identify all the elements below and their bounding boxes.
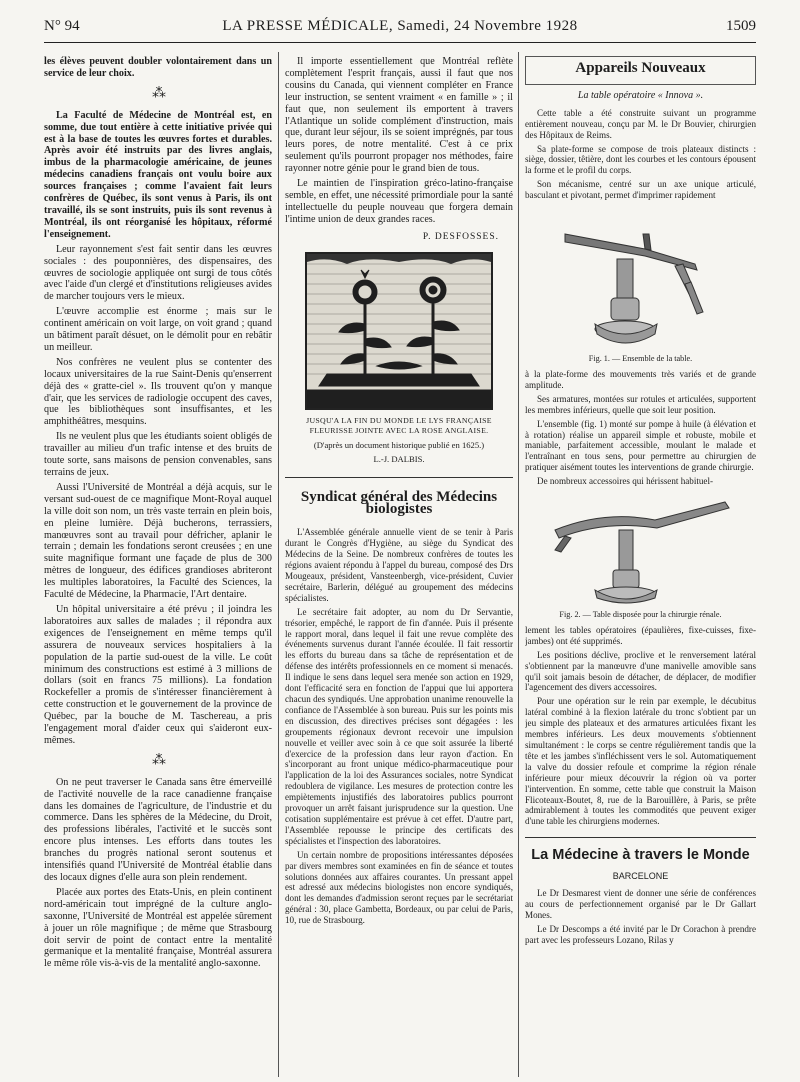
- issue-number: N° 94: [44, 18, 80, 34]
- paragraph: Un certain nombre de propositions intéressantes déposées par divers membres sont examinées en fin de séance et toutes solutions données aux affaires courantes. Un pressant appel est adressé aux médecins biologistes non encore syndiqués, dont les demandes d'admission seront reçues par le secrétariat général : 30, place Gambetta, Bordeaux, ou par celui de Paris, 10, rue de Strasbourg.: [285, 849, 513, 926]
- article-rubric: La table opératoire « Innova ».: [577, 89, 704, 101]
- paragraph: Il importe essentiellement que Montréal reflète complètement l'esprit français, aussi il faut que nos cousins du Canada, qui viennent compléter en France leur instruction, se sentent vraiment « en famille » ; il faut que, non seulement ils emportent à travers l'Atlantique un solide complément d'instruction, mais que, durant leur séjour, ils se soient imprégnés, par tous leurs pores, de notre mentalité. C'est à ce prix seulement qu'ils pourront propager nos méthodes, faire rayonner notre génie pour le grand bien de tous.: [285, 56, 513, 175]
- section-separator-stars: ⁂: [152, 752, 164, 768]
- lily-rose-engraving: [307, 254, 491, 408]
- page-header: [44, 18, 756, 40]
- section-title-appareils: Appareils Nouveaux: [575, 60, 706, 76]
- paragraph: Leur rayonnement s'est fait sentir dans les œuvres sociales : des pouponnières, des dispensaires, des œuvres de sociologie appliquée ont surgi de tous côtés avec l'aide d'un clergé et d'institutions religieuses avides de marcher toujours vers le mieux.: [44, 243, 272, 303]
- paragraph: L'ensemble (fig. 1) monté sur pompe à huile (à élévation et à rotation) réalise un appareil simple et robuste, mobile et maniable, parfaitement accessible, moulant le malade et l'entraînant en tous sens, pour permettre au chirurgien de pratiquer aisément toutes les interventions de grande chirurgie.: [525, 418, 756, 473]
- paragraph: Sa plate-forme se compose de trois plateaux distincts : siège, dossier, têtière, dont les courbes et les contours épousent la forme et le profil du corps.: [525, 143, 756, 176]
- paragraph: Nos confrères ne veulent plus se contenter des locaux universitaires de la rue Saint-Denis qu'enserrent déjà des « gratte-ciel ». Ils trouvent qu'on y manque d'air, que les services de radiologie occupent des caves, que les bibliothèques sont insuffisantes, et les amphithéâtres, mesquins.: [44, 356, 272, 428]
- paragraph: Le Dr Desmarest vient de donner une série de conférences au cours de perfectionnement organisé par le Dr Gallart Mones.: [525, 888, 756, 920]
- column-3: [525, 56, 756, 1076]
- header-rule: [44, 42, 756, 43]
- section-title-syndicat: Syndicat général des Médecins biologistes: [300, 488, 498, 517]
- figure-source: (D'après un document historique publié en 1625.): [313, 439, 485, 450]
- figure-caption: JUSQU'A LA FIN DU MONDE LE LYS FRANÇAISE FLEURISSE JOINTE AVEC LA ROSE ANGLAISE.: [306, 415, 492, 435]
- paragraph: De nombreux accessoires qui hérissent habituel-: [537, 476, 714, 487]
- column-1: [44, 56, 272, 1076]
- column-divider-1: [278, 52, 279, 1077]
- paragraph: Pour une opération sur le rein par exemple, le décubitus latéral combiné à la flexion latérale du tronc s'obtient par un jeu simple des plateaux et des armatures articulées fixant les membres inférieurs. Les deux mouvements s'obtiennent simultanément : le corps se centre régulièrement tandis que la tête et les jambes s'infléchissent vers le sol. Automatiquement la valve du dossier refoule et comprime la région rénale inférieure pour mieux découvrir la région où va porter l'intervention. En somme, cette table que construit la Maison Flicoteaux-Boutet, 8, rue de la Barouillère, à Paris, se prête admirablement à toutes les commodités que peuvent exiger d'une table les chirurgiens modernes.: [525, 696, 756, 827]
- paragraph: à la plate-forme des mouvements très variés et de grande amplitude.: [525, 368, 756, 390]
- operating-table-illustration: [525, 204, 756, 352]
- figure-caption: Fig. 2. — Table disposée pour la chirurgie rénale.: [559, 610, 722, 620]
- author-signature: P. DESFOSSES.: [422, 231, 499, 242]
- city-heading: BARCELONE: [612, 871, 669, 882]
- paragraph: Ils ne veulent plus que les étudiants soient obligés de travailler au milieu d'un trafic intense et des bruits de toute sorte, sans maisons de pension convenables, sans terrains de jeux.: [44, 431, 272, 478]
- paragraph: Aussi l'Université de Montréal a déjà acquis, sur le versant sud-ouest de ce magnifique Mont-Royal auquel la ville doit son nom, un très vaste terrain en plein bois, en pleine lumière. Déjà bucherons, terrassiers, manœuvres sont au travail pour défricher, aplanir le terrain ; demain les fondations seront creusées ; en une suite magnifique formant une façade de plus de 300 mètres de longueur, des édifices grandioses abriteront les multiples laboratoires, la Faculté des Sciences, la Faculté de Médecine, la Pharmacie, l'Art dentaire.: [44, 481, 272, 601]
- appareils-nouveaux-box: [525, 56, 756, 85]
- intro-text: les élèves peuvent doubler volontairement dans un service de leur choix.: [44, 56, 272, 79]
- operating-table-figure-1: [525, 204, 756, 352]
- operating-table-figure-2: [525, 490, 756, 608]
- paragraph: Ses armatures, montées sur rotules et articulées, supportent les membres inférieurs, quelle que soit leur position.: [525, 393, 756, 415]
- paragraph: Le Dr Descomps a été invité par le Dr Corachon à prendre part avec les professeurs Lozano, Rilas y: [525, 923, 756, 945]
- section-rule: [285, 477, 513, 478]
- paragraph: Le maintien de l'inspiration gréco-latino-française semble, en effet, une nécessité primordiale pour la santé intellectuelle du peuple nouveau que forgera demain l'intime union de deux grandes races.: [285, 178, 513, 225]
- paragraph: Un hôpital universitaire a été prévu ; il joindra les laboratoires aux salles de malades ; il répondra aux exigences de l'enseignement en même temps qu'il assurera de nouveaux services hospitaliers à la population de la partie sud-ouest de la ville. Le coût minimum des constructions est estimé à 3 millions de dollars (soit en francs 75 millions). La fondation Rockefeller a promis de s'intéresser financièrement à cette construction et le gouvernement de la province de Québec, par la bouche de M. Taschereau, a pris l'engagement moral d'aider ceux qui s'aideront eux-mêmes.: [44, 603, 272, 746]
- figure-credit: L.-J. DALBIS.: [373, 454, 425, 465]
- paragraph: lement les tables opératoires (épaulières, fixe-cuisses, fixe-jambes) ont été supprimés.: [525, 624, 756, 646]
- journal-title: LA PRESSE MÉDICALE, Samedi, 24 Novembre 1928: [222, 18, 578, 34]
- column-divider-2: [518, 52, 519, 1077]
- page-number: 1509: [726, 18, 756, 34]
- section-title-medecine-monde: La Médecine à travers le Monde: [531, 847, 750, 864]
- paragraph: L'Assemblée générale annuelle vient de se tenir à Paris durant le Congrès d'Hygiène, au siège du Syndicat des Médecins de la Seine. De nombreux confrères de toutes les régions avaient répondu à l'appel du bureau, composé des Drs Mougeaux, président, Vansteenbergh, vice-président, Cuvier secrétaire, Barlerin, délégué au groupement des médecins spécialistes.: [285, 527, 513, 603]
- section-separator-stars: ⁂: [152, 85, 164, 101]
- paragraph: La Faculté de Médecine de Montréal est, en somme, due tout entière à cette initiative privée qui est à la base de toutes les œuvres fortes et durables. Après avoir été instruits par des livres anglais, imbus de la pharmacologie américaine, de jeunes médecins canadiens français ont voulu boire aux sources françaises ; comme l'avaient fait leurs confrères de Québec, ils sont venus à Paris, ils ont travaillé, ils se sont instruits, puis ils sont revenus à Montréal, ils ont réorganisé les hôpitaux, réformé l'enseignement.: [44, 109, 272, 240]
- paragraph: Son mécanisme, centré sur un axe unique articulé, basculant et pivotant, permet d'imprimer rapidement: [525, 179, 756, 201]
- paragraph: L'œuvre accomplie est énorme ; mais sur le continent américain on voit large, on voit grand ; quand un bâtiment paraît désuet, on le démolit pour en rebâtir un meilleur.: [44, 306, 272, 353]
- column-2: [285, 56, 513, 1076]
- paragraph: Le secrétaire fait adopter, au nom du Dr Servantie, trésorier, empêché, le rapport de fin d'année. Puis il présente le rapport moral, dans lequel il fait une revue complète des événements survenus durant l'année écoulée. Il fait ressortir les efforts du bureau dans sa tâche de représentation et de défense des intérêts professionnels en ce moment si menacés. Il indique le sens dans lequel sera menée son action en 1929, dont l'efficacité sera en fonction de l'appui que lui apportera chacun des syndiqués. Une approbation unanime renouvelle la confiance de l'Assemblée à son bureau. Puis sur les points mis en discussion, des directives précises sont dégagées : les groupements régionaux devront recevoir une impulsion nouvelle et veiller avec soin à ce que soit assurée la liberté d'exercice de la profession dans leur rayon d'action. En s'incorporant au front unique médico-pharmaceutique pour l'application de la loi des Assurances sociales, notre Syndicat redoublera de vigilance. Les mesures de protection contre les empiètements injustifiés des laboratoires publics pourront provoquer un arrêt faisant jurisprudence sur la question. Une cotisation supplémentaire est prévue à cet effet. D'autre part, l'Assemblée repousse le principe des certificats des spécialistes et l'inspection des laboratoires.: [285, 606, 513, 846]
- section-rule: [525, 837, 756, 838]
- renal-surgery-table-illustration: [525, 490, 756, 608]
- paragraph: Cette table a été construite suivant un programme entièrement nouveau, conçu par M. le Dr Bouvier, chirurgien des Hôpitaux de Reims.: [525, 107, 756, 140]
- paragraph: Placée aux portes des Etats-Unis, en plein continent nord-américain tout imprégné de la culture anglo-saxonne, l'Université de Montréal est appelée sûrement à jouer un rôle magnifique ; de même que Strasbourg doit servir de point de contact entre la mentalité germanique et la mentalité française, Montréal assurera le même rôle vis-à-vis de la mentalité anglo-saxonne.: [44, 886, 272, 970]
- figure-caption: Fig. 1. — Ensemble de la table.: [588, 354, 693, 364]
- engraving-illustration: [305, 252, 493, 410]
- paragraph: On ne peut traverser le Canada sans être émerveillé de l'activité nouvelle de la race canadienne française dans les domaines de l'agriculture, de l'industrie et du commerce. Dans les sphères de la Médecine, du Droit, des professions libérales, l'activité et le succès sont encore plus intenses. Les efforts dans toutes les branches du progrès national seront soutenus et intensifiés quand l'Université de Montréal établie dans des locaux dignes d'elle aura son plein rendement.: [44, 776, 272, 883]
- paragraph: Les positions déclive, proclive et le renversement latéral s'obtiennent par la manœuvre d'une manivelle amovible sans qu'il soit jamais besoin de détacher, de déplacer, de modifier l'agencement des divers accessoires.: [525, 649, 756, 693]
